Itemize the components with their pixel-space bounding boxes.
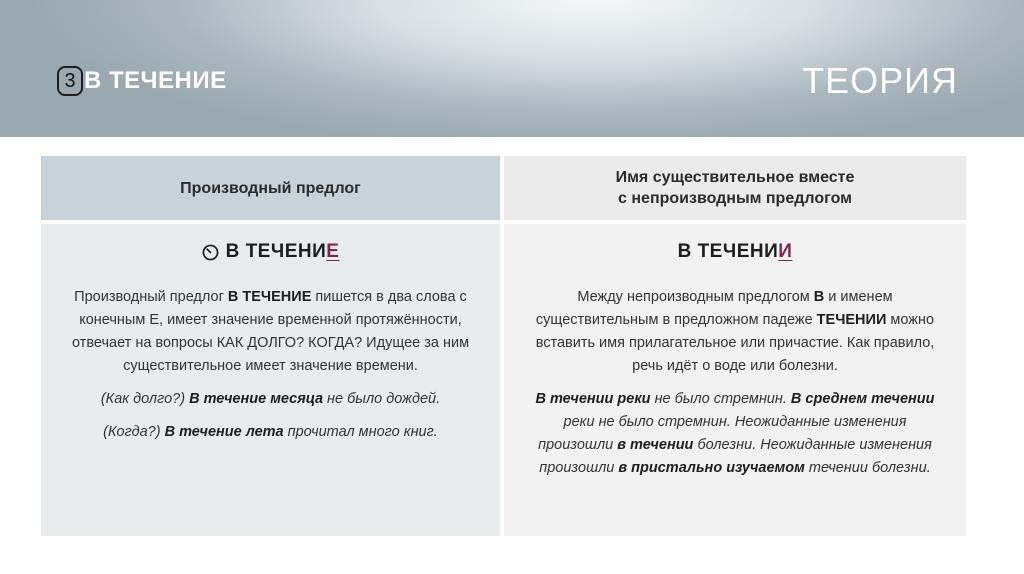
right-examples: В течении реки не было стремнин. В среднем течении реки не было стремнин. Неожиданные изменения произошли в течении болезни. Неожиданные изменения произошли в пристально изучаемом течении болезни. [535, 391, 935, 476]
left-example-1: (Как долго?) В течение месяца не было дождей. [100, 391, 441, 407]
right-column-heading [504, 156, 966, 220]
left-example-2: (Когда?) В течение лета прочитал много книг. [103, 424, 438, 440]
clock-icon [202, 244, 219, 261]
right-heading-line1: Имя существительное вместе [615, 169, 855, 186]
left-column-body [41, 224, 500, 536]
right-example-heading [524, 240, 946, 264]
left-rule-text: Производный предлог В ТЕЧЕНИЕ пишется в два слова с конечным Е, имеет значение временной протяжённости, отвечает на вопросы КАК ДОЛГО? КОГДА? Идущее за ним существительное имеет значение времени. [71, 289, 470, 374]
right-heading-line2: с непроизводным предлогом [618, 190, 852, 207]
left-example-ending: Е [326, 241, 340, 262]
section-label: ТЕОРИЯ [802, 60, 958, 101]
right-example-stem: В ТЕЧЕНИ [677, 241, 779, 262]
left-heading-text: Производный предлог [180, 179, 361, 197]
right-rule-text: Между непроизводным предлогом В и именем существительным в предложном падеже ТЕЧЕНИИ можно вставить имя прилагательное или причастие. Как правило, речь идёт о воде или болезни. [535, 289, 935, 374]
right-example-ending: И [778, 241, 793, 262]
left-example-heading [67, 240, 474, 264]
right-column-body [504, 224, 966, 536]
slide-header [0, 0, 1024, 137]
left-column-heading [41, 156, 500, 220]
slide-title: В ТЕЧЕНИЕ [84, 67, 227, 94]
slide-number-badge: 3 [57, 66, 83, 96]
left-example-stem: В ТЕЧЕНИ [225, 241, 327, 262]
